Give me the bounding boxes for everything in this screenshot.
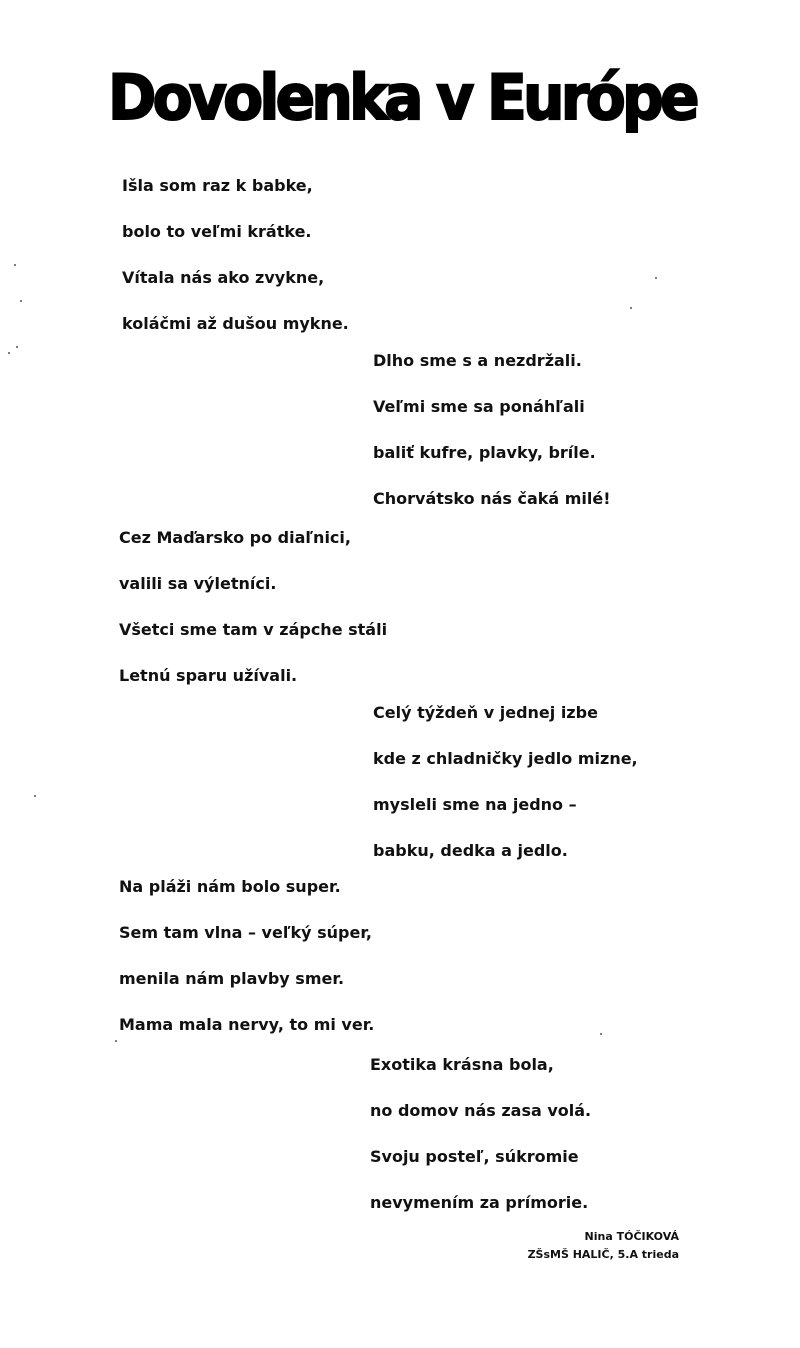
- poem-line: Dlho sme s a nezdržali.: [373, 351, 582, 370]
- poem-line: valili sa výletníci.: [119, 574, 277, 593]
- poem-line: Veľmi sme sa ponáhľali: [373, 397, 585, 416]
- scan-speck: [115, 1040, 117, 1042]
- poem-line: Všetci sme tam v zápche stáli: [119, 620, 388, 639]
- scan-speck: [8, 352, 10, 354]
- stanza-3: [119, 515, 387, 699]
- scan-speck: [14, 264, 16, 266]
- poem-line: Cez Maďarsko po diaľnici,: [119, 528, 351, 547]
- scan-speck: [20, 300, 22, 302]
- poem-line: Na pláži nám bolo super.: [119, 877, 341, 896]
- poem-line: menila nám plavby smer.: [119, 969, 345, 988]
- poem-line: Sem tam vlna – veľký súper,: [119, 923, 372, 942]
- scan-speck: [655, 277, 657, 279]
- poem-line: babku, dedka a jedlo.: [373, 841, 568, 860]
- poem-line: nevymením za prímorie.: [370, 1193, 589, 1212]
- author-signature: [528, 1228, 679, 1264]
- poem-line: Vítala nás ako zvykne,: [122, 268, 325, 287]
- stanza-1: [122, 163, 349, 347]
- stanza-2: [373, 338, 611, 522]
- poem-line: bolo to veľmi krátke.: [122, 222, 312, 241]
- poem-line: Svoju posteľ, súkromie: [370, 1147, 579, 1166]
- poem-line: Mama mala nervy, to mi ver.: [119, 1015, 375, 1034]
- poem-title: [108, 48, 696, 148]
- poem-title-text: Dovolenka v Európe: [108, 61, 696, 134]
- scan-speck: [600, 1033, 602, 1035]
- poem-line: Celý týždeň v jednej izbe: [373, 703, 598, 722]
- stanza-6: [370, 1042, 591, 1226]
- scan-speck: [34, 795, 36, 797]
- stanza-5: [119, 864, 374, 1048]
- poem-line: Išla som raz k babke,: [122, 176, 313, 195]
- poem-line: kde z chladničky jedlo mizne,: [373, 749, 638, 768]
- scan-speck: [16, 346, 18, 348]
- poem-line: Letnú sparu užívali.: [119, 666, 298, 685]
- poem-line: no domov nás zasa volá.: [370, 1101, 592, 1120]
- author-name: Nina TÓČIKOVÁ: [584, 1230, 679, 1243]
- scan-speck: [630, 307, 632, 309]
- poem-line: Chorvátsko nás čaká milé!: [373, 489, 611, 508]
- poem-line: baliť kufre, plavky, bríle.: [373, 443, 596, 462]
- author-school: ZŠsMŠ HALIČ, 5.A trieda: [527, 1248, 679, 1261]
- poem-line: Exotika krásna bola,: [370, 1055, 554, 1074]
- poem-line: koláčmi až dušou mykne.: [122, 314, 349, 333]
- stanza-4: [373, 690, 638, 874]
- poem-line: mysleli sme na jedno –: [373, 795, 577, 814]
